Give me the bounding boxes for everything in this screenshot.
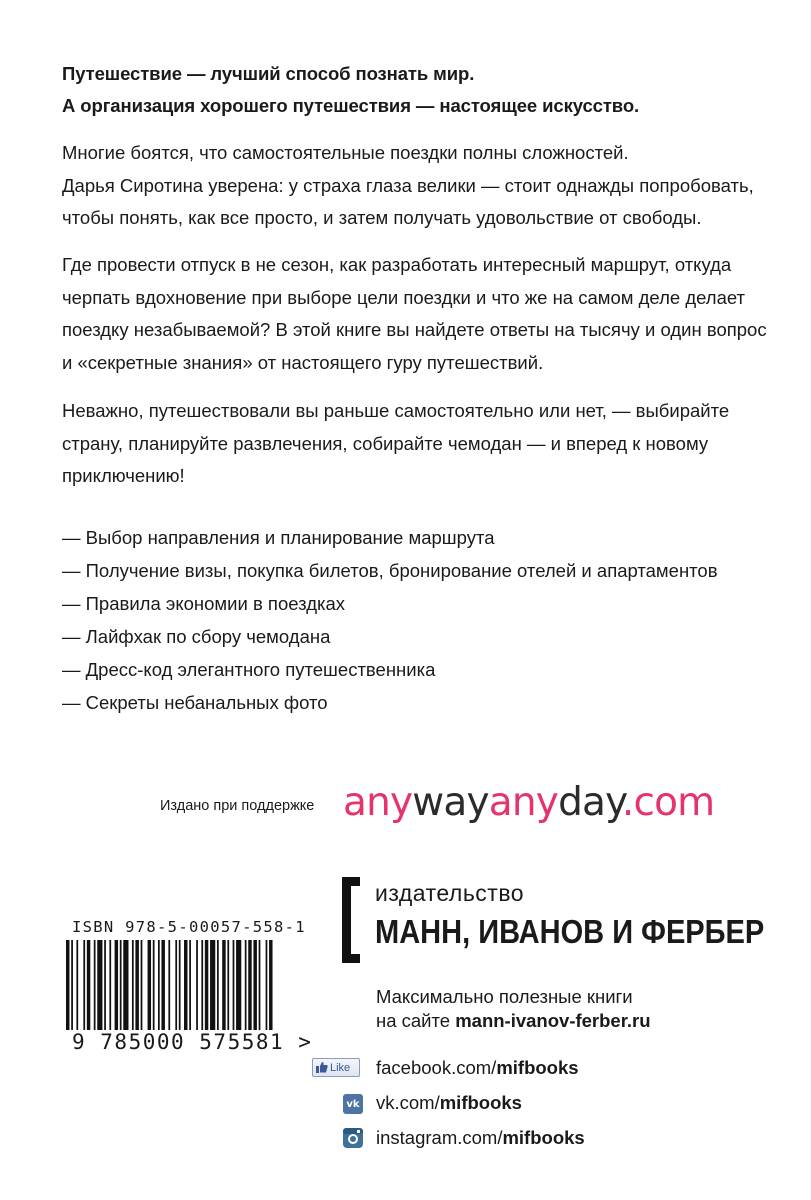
barcode-bar <box>87 940 90 1030</box>
paragraph-line: черпать вдохновение при выборе цели поездки и что же на самом деле делает <box>62 286 746 308</box>
like-label: Like <box>330 1061 351 1074</box>
barcode-bar <box>94 940 96 1030</box>
barcode-bar <box>236 940 241 1030</box>
list-item: — Секреты небанальных фото <box>62 692 328 713</box>
barcode-bar <box>71 940 73 1030</box>
vk-icon: vk <box>343 1094 363 1114</box>
barcode-bar <box>196 940 198 1030</box>
barcode-bar <box>266 940 268 1030</box>
paragraph-intro <box>62 137 762 235</box>
paragraph-line: Где провести отпуск в не сезон, как разработать интересный маршрут, откуда <box>62 254 732 275</box>
barcode-bar <box>161 940 164 1030</box>
tagline-line-2 <box>376 1009 651 1033</box>
barcode-bar <box>115 940 118 1030</box>
facebook-prefix: facebook.com/ <box>376 1057 497 1078</box>
publisher-label: издательство <box>375 880 525 906</box>
list-item: — Выбор направления и планирование маршрута <box>62 527 495 548</box>
barcode-bar <box>245 940 247 1030</box>
barcode <box>66 940 276 1034</box>
barcode-bar <box>217 940 219 1030</box>
barcode-bar <box>179 940 181 1030</box>
instagram-prefix: instagram.com/ <box>376 1127 503 1148</box>
barcode-bar <box>168 940 170 1030</box>
feature-list <box>62 521 718 719</box>
paragraph-line: и «секретные знания» от настоящего гуру путешествий. <box>62 351 544 373</box>
thumbs-up-icon <box>316 1062 328 1073</box>
barcode-bar <box>153 940 155 1030</box>
instagram-icon <box>343 1128 363 1148</box>
publisher-bracket <box>342 877 360 963</box>
headline-line-1: Путешествие — лучший способ познать мир. <box>62 63 475 84</box>
instagram-handle: mifbooks <box>502 1127 585 1148</box>
barcode-bar <box>201 940 203 1030</box>
barcode-bar <box>158 940 160 1030</box>
headline-line-2: А организация хорошего путешествия — настоящее искусство. <box>62 95 640 116</box>
barcode-bar <box>135 940 138 1030</box>
paragraph-call-to-action <box>62 395 762 493</box>
barcode-bar <box>104 940 106 1030</box>
barcode-bar <box>76 940 78 1030</box>
publisher-site-link[interactable]: mann-ivanov-ferber.ru <box>455 1010 651 1031</box>
paragraph-line: Неважно, путешествовали вы раньше самостоятельно или нет, — выбирайте <box>62 400 730 421</box>
paragraph-line: приключению! <box>62 465 185 486</box>
barcode-bar <box>97 940 102 1030</box>
instagram-link[interactable] <box>376 1127 585 1149</box>
sponsor-logo-part: .com <box>621 780 715 825</box>
facebook-link[interactable] <box>376 1057 579 1079</box>
paragraph-questions <box>62 249 767 379</box>
barcode-bar <box>233 940 235 1030</box>
list-item: — Лайфхак по сбору чемодана <box>62 626 331 647</box>
barcode-bar <box>253 940 256 1030</box>
sponsor-logo-part: any <box>488 780 559 825</box>
list-item: — Дресс-код элегантного путешественника <box>62 659 436 680</box>
support-label: Издано при поддержке <box>160 798 315 814</box>
paragraph-line: Дарья Сиротина уверена: у страха глаза велики — стоит однажды попробовать, <box>62 174 754 196</box>
isbn-text: ISBN 978-5-00057-558-1 <box>72 918 306 936</box>
tagline-line-1: Максимально полезные книги <box>376 986 633 1007</box>
vk-link[interactable] <box>376 1092 522 1114</box>
barcode-bar <box>123 940 128 1030</box>
facebook-handle: mifbooks <box>496 1057 579 1078</box>
publisher-tagline <box>376 985 651 1033</box>
barcode-bar <box>205 940 208 1030</box>
sponsor-logo-part: way <box>412 780 489 825</box>
paragraph-line: Многие боятся, что самостоятельные поездки полны сложностей. <box>62 142 629 163</box>
sponsor-logo-part: any <box>343 780 413 825</box>
barcode-bar <box>66 940 69 1030</box>
vk-prefix: vk.com/ <box>376 1092 440 1113</box>
sponsor-logo-part: day <box>558 780 622 825</box>
vk-handle: mifbooks <box>439 1092 522 1113</box>
barcode-bar <box>189 940 191 1030</box>
barcode-bar <box>141 940 143 1030</box>
barcode-digits: 9 785000 575581 > <box>72 1030 313 1054</box>
barcode-bar <box>222 940 225 1030</box>
publisher-name: МАНН, ИВАНОВ И ФЕРБЕР <box>375 913 765 950</box>
barcode-bar <box>269 940 272 1030</box>
paragraph-line: страну, планируйте развлечения, собирайте чемодан — и вперед к новому <box>62 432 709 454</box>
tagline-prefix: на сайте <box>376 1010 456 1031</box>
barcode-bar <box>184 940 187 1030</box>
barcode-bar <box>210 940 215 1030</box>
list-item: — Получение визы, покупка билетов, бронирование отелей и апартаментов <box>62 560 718 581</box>
barcode-bar <box>148 940 151 1030</box>
facebook-like-button[interactable] <box>312 1058 360 1077</box>
barcode-bar <box>175 940 177 1030</box>
barcode-bar <box>248 940 251 1030</box>
barcode-bar <box>132 940 134 1030</box>
barcode-bar <box>83 940 85 1030</box>
barcode-bar <box>120 940 122 1030</box>
list-item: — Правила экономии в поездках <box>62 593 346 614</box>
paragraph-line: чтобы понять, как все просто, и затем получать удовольствие от свободы. <box>62 207 702 228</box>
barcode-bar <box>109 940 111 1030</box>
barcode-bar <box>227 940 229 1030</box>
paragraph-line: поездку незабываемой? В этой книге вы найдете ответы на тысячу и один вопрос <box>62 319 767 340</box>
sponsor-logo <box>343 780 714 825</box>
barcode-bar <box>259 940 261 1030</box>
